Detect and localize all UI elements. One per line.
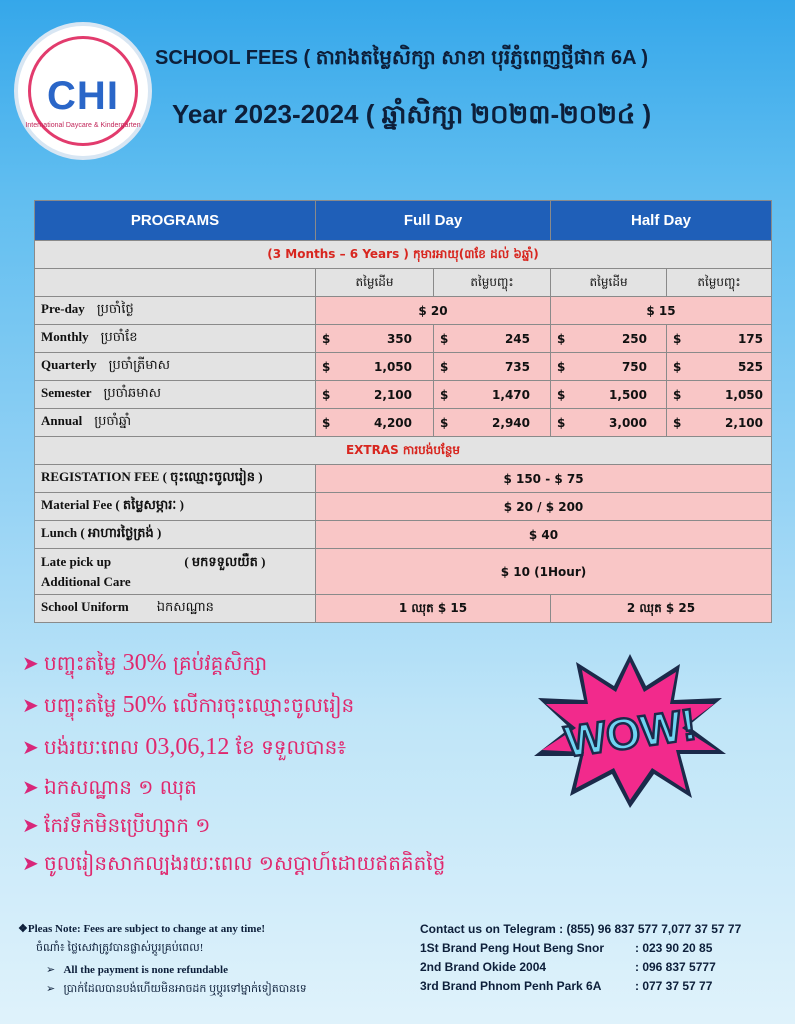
extras-row [35, 493, 772, 521]
arrow-icon: ➤ [22, 735, 39, 759]
row-label: Semester [41, 385, 92, 400]
promo-item: ➤ បញ្ចុះតម្លៃ 50% លើការចុះឈ្មោះចូលរៀន [22, 692, 355, 718]
extras-label: Material Fee ( តម្លៃសម្ភារៈ ) [35, 493, 316, 521]
blank-cell [35, 269, 316, 297]
row-label: Annual [41, 413, 83, 428]
table-row [35, 353, 772, 381]
page-title: SCHOOL FEES ( តារាងតម្លៃសិក្សា សាខា បុរីភ្ញំពេញថ្មីផាក 6A ) [155, 47, 649, 69]
extras-label: REGISTATION FEE ( ចុះឈ្មោះចូលរៀន ) [35, 465, 316, 493]
uniform-label-kh: ឯកសណ្ឋាន [156, 599, 214, 614]
subheader-original-price: តម្លៃដើម [316, 269, 434, 297]
additional-care-label: Additional Care [41, 573, 131, 589]
header-programs: PROGRAMS [35, 201, 316, 241]
price-cell: $ 1,050 [667, 381, 772, 409]
header-half-day: Half Day [551, 201, 772, 241]
contact-info [420, 922, 790, 998]
fee-table [34, 200, 771, 623]
note-line: ❖Pleas Note: Fees are subject to change at any time! [18, 923, 266, 935]
extras-value: $ 150 - $ 75 [316, 465, 772, 493]
perday-full: $ 20 [316, 297, 551, 325]
wow-burst-graphic [530, 650, 730, 810]
price-cell: $ 250 [551, 325, 667, 353]
price-cell: $ 2,940 [434, 409, 551, 437]
subheader-discount-price: តម្លៃបញ្ចុះ [434, 269, 551, 297]
price-cell: $ 2,100 [667, 409, 772, 437]
table-row [35, 381, 772, 409]
logo-text: CHI [47, 74, 119, 118]
price-cell: $ 525 [667, 353, 772, 381]
promo-item: ➤ ចូលរៀនសាកល្បងរយៈពេល ១សប្តាហ៍ដោយឥតគិតថ្លៃ [22, 851, 446, 875]
price-cell: $ 245 [434, 325, 551, 353]
branch-line: 1St Brand Peng Hout Beng Snor : 023 90 20 85 [420, 941, 713, 955]
price-cell: $ 1,500 [551, 381, 667, 409]
promo-item: ➤ កែវទឹកមិនប្រើហ្សាក ១ [22, 813, 211, 837]
extras-value: $ 40 [316, 521, 772, 549]
branch-line: 3rd Brand Phnom Penh Park 6A : 077 37 57 77 [420, 979, 713, 993]
promo-item: ➤ ឯកសណ្ឋាន ១ ឈុត [22, 775, 197, 799]
perday-half: $ 15 [551, 297, 772, 325]
price-cell: $ 735 [434, 353, 551, 381]
uniform-row [35, 595, 772, 623]
school-logo [14, 22, 152, 160]
wow-text: WOW! [561, 700, 700, 767]
row-label-kh: ប្រចាំថ្ងៃ [96, 301, 134, 316]
extras-value: $ 20 / $ 200 [316, 493, 772, 521]
arrow-icon: ➤ [22, 851, 39, 875]
note-line: ➢ ប្រាក់ដែលបានបង់ហើយមិនអាចដក ឬប្តូរទៅម្នាក់ទៀតបានទេ [46, 983, 307, 995]
late-pickup-value: $ 10 (1Hour) [316, 549, 772, 595]
payment-notes [18, 922, 413, 1004]
subheader-discount-price: តម្លៃបញ្ចុះ [667, 269, 772, 297]
row-label: Monthly [41, 329, 89, 344]
uniform-1-set: 1 ឈុត $ 15 [316, 595, 551, 623]
late-pickup-label: Late pick up [41, 553, 112, 569]
price-cell: $ 750 [551, 353, 667, 381]
row-label-kh: ប្រចាំឆ្នាំ [94, 413, 132, 428]
age-group-row: (3 Months – 6 Years ) កុមារអាយុ(៣ខែ ដល់ ៦ឆ្នាំ) [35, 241, 772, 269]
price-cell: $ 175 [667, 325, 772, 353]
arrow-icon: ➤ [22, 813, 39, 837]
price-cell: $ 3,000 [551, 409, 667, 437]
note-line: ➢ All the payment is none refundable [46, 964, 228, 976]
late-pickup-kh: ( មកទទួលយឺត ) [184, 553, 266, 569]
price-cell: $ 1,050 [316, 353, 434, 381]
row-label-kh: ប្រចាំខែ [100, 329, 138, 344]
note-line: ចំណាំ៖ ថ្លៃសេវាត្រូវបានផ្លាស់ប្តូរគ្រប់ពេល! [36, 942, 204, 954]
year-title: Year 2023-2024 ( ឆ្នាំសិក្សា ២០២៣-២០២៤ ) [172, 99, 652, 129]
arrow-icon: ➤ [22, 651, 39, 675]
extras-row-late [35, 549, 772, 595]
extras-title: EXTRAS ការបង់បន្ថែម [35, 437, 772, 465]
extras-label: Lunch ( អាហារថ្ងៃត្រង់ ) [35, 521, 316, 549]
price-cell: $ 4,200 [316, 409, 434, 437]
uniform-2-set: 2 ឈុត $ 25 [551, 595, 772, 623]
telegram-contact: Contact us on Telegram : (855) 96 837 577 7,077 37 57 77 [420, 922, 742, 936]
arrow-icon: ➤ [22, 775, 39, 799]
subheader-original-price: តម្លៃដើម [551, 269, 667, 297]
table-row-perday [35, 297, 772, 325]
price-cell: $ 2,100 [316, 381, 434, 409]
header-full-day: Full Day [316, 201, 551, 241]
table-row [35, 409, 772, 437]
logo-subtitle: International Daycare & Kindergarten [25, 122, 141, 129]
arrow-icon: ➤ [22, 693, 39, 717]
row-label-kh: ប្រចាំត្រីមាស [108, 357, 170, 372]
table-row [35, 325, 772, 353]
row-label: Pre-day [41, 301, 85, 316]
promo-item: ➤ បញ្ចុះតម្លៃ 30% គ្រប់វគ្គសិក្សា [22, 650, 268, 676]
branch-line: 2nd Brand Okide 2004 : 096 837 5777 [420, 960, 716, 974]
price-cell: $ 1,470 [434, 381, 551, 409]
promo-item: ➤ បង់រយៈពេល 03,06,12 ខែ ទទួលបាន៖ [22, 734, 347, 760]
extras-row [35, 521, 772, 549]
row-label: Quarterly [41, 357, 97, 372]
price-cell: $ 350 [316, 325, 434, 353]
row-label-kh: ប្រចាំឆមាស [103, 385, 162, 400]
uniform-label: School Uniform [41, 599, 129, 614]
extras-row [35, 465, 772, 493]
